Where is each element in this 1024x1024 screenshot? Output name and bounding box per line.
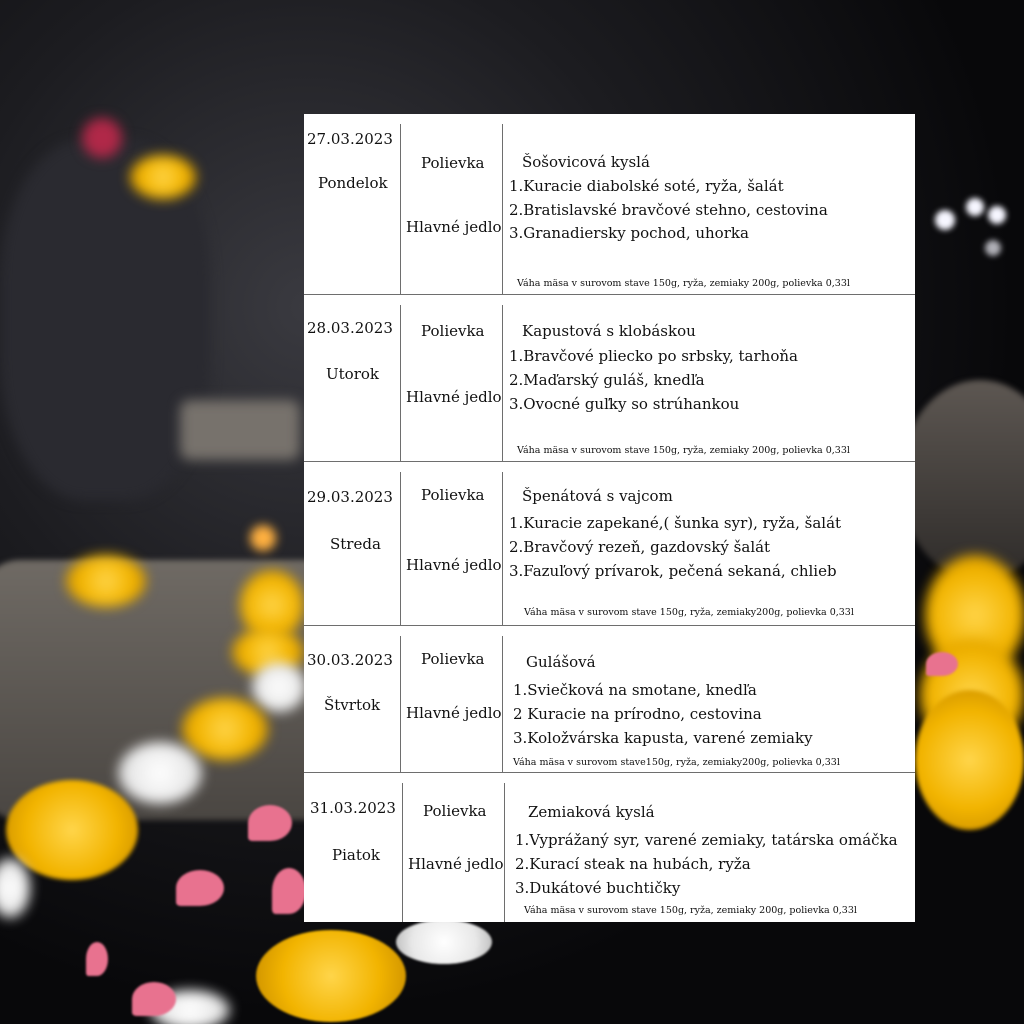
day-name: Streda [330,535,381,553]
main-course-label: Hlavné jedlo [406,556,502,574]
day-name: Štvrtok [324,696,381,714]
meal-item: 2 Kuracie na prírodno, cestovina [513,705,762,723]
column-divider [502,124,503,294]
main-course-label: Hlavné jedlo [406,388,502,406]
meal-item: 3.Fazuľový prívarok, pečená sekaná, chlieb [509,562,837,580]
menu-day-thursday [304,626,915,773]
meal-item: 2.Maďarský guláš, knedľa [509,371,705,389]
column-divider [400,124,401,294]
day-name: Utorok [326,365,379,383]
portion-note: Váha mäsa v surovom stave 150g, ryža, zemiaky 200g, polievka 0,33l [517,278,850,289]
column-divider [502,472,503,625]
day-date: 29.03.2023 [307,488,393,506]
main-course-label: Hlavné jedlo [408,855,504,873]
meal-item: 2.Bravčový rezeň, gazdovský šalát [509,538,771,556]
day-date: 27.03.2023 [307,130,393,148]
menu-day-monday [304,114,915,295]
column-divider [402,783,403,922]
soup-name: Zemiaková kyslá [528,803,655,821]
meal-item: 1.Kuracie zapekané,( šunka syr), ryža, šalát [509,514,842,532]
portion-note: Váha mäsa v surovom stave 150g, ryža, zemiaky 200g, polievka 0,33l [524,905,857,916]
meal-item: 3.Granadiersky pochod, uhorka [509,224,749,242]
day-name: Piatok [332,846,380,864]
weekly-menu-sheet [304,114,915,922]
meal-item: 1.Bravčové pliecko po srbsky, tarhoňa [509,347,798,365]
main-course-label: Hlavné jedlo [406,218,502,236]
meal-item: 2.Kurací steak na hubách, ryža [515,855,751,873]
day-date: 28.03.2023 [307,319,393,337]
meal-item: 1.Vyprážaný syr, varené zemiaky, tatárska omáčka [515,831,898,849]
soup-name: Špenátová s vajcom [522,487,673,505]
day-date: 31.03.2023 [310,799,396,817]
soup-label: Polievka [421,154,485,172]
column-divider [400,636,401,772]
meal-item: 3.Koložvárska kapusta, varené zemiaky [513,729,813,747]
soup-label: Polievka [423,802,487,820]
portion-note: Váha mäsa v surovom stave 150g, ryža, zemiaky200g, polievka 0,33l [524,607,854,618]
portion-note: Váha mäsa v surovom stave150g, ryža, zemiaky200g, polievka 0,33l [513,757,840,768]
meal-item: 3.Ovocné guľky so strúhankou [509,395,740,413]
meal-item: 2.Bratislavské bravčové stehno, cestovina [509,201,828,219]
portion-note: Váha mäsa v surovom stave 150g, ryža, zemiaky 200g, polievka 0,33l [517,445,850,456]
menu-day-friday [304,773,915,922]
meal-item: 1.Sviečková na smotane, knedľa [513,681,757,699]
meal-item: 1.Kuracie diabolské soté, ryža, šalát [509,177,784,195]
column-divider [502,636,503,772]
meal-item: 3.Dukátové buchtičky [515,879,681,897]
soup-label: Polievka [421,650,485,668]
soup-name: Gulášová [526,653,596,671]
column-divider [504,783,505,922]
soup-label: Polievka [421,486,485,504]
column-divider [400,472,401,625]
menu-day-wednesday [304,462,915,626]
day-date: 30.03.2023 [307,651,393,669]
menu-day-tuesday [304,295,915,462]
column-divider [502,305,503,461]
day-name: Pondelok [318,174,388,192]
soup-name: Kapustová s klobáskou [522,322,696,340]
soup-label: Polievka [421,322,485,340]
soup-name: Šošovicová kyslá [522,153,650,171]
main-course-label: Hlavné jedlo [406,704,502,722]
column-divider [400,305,401,461]
